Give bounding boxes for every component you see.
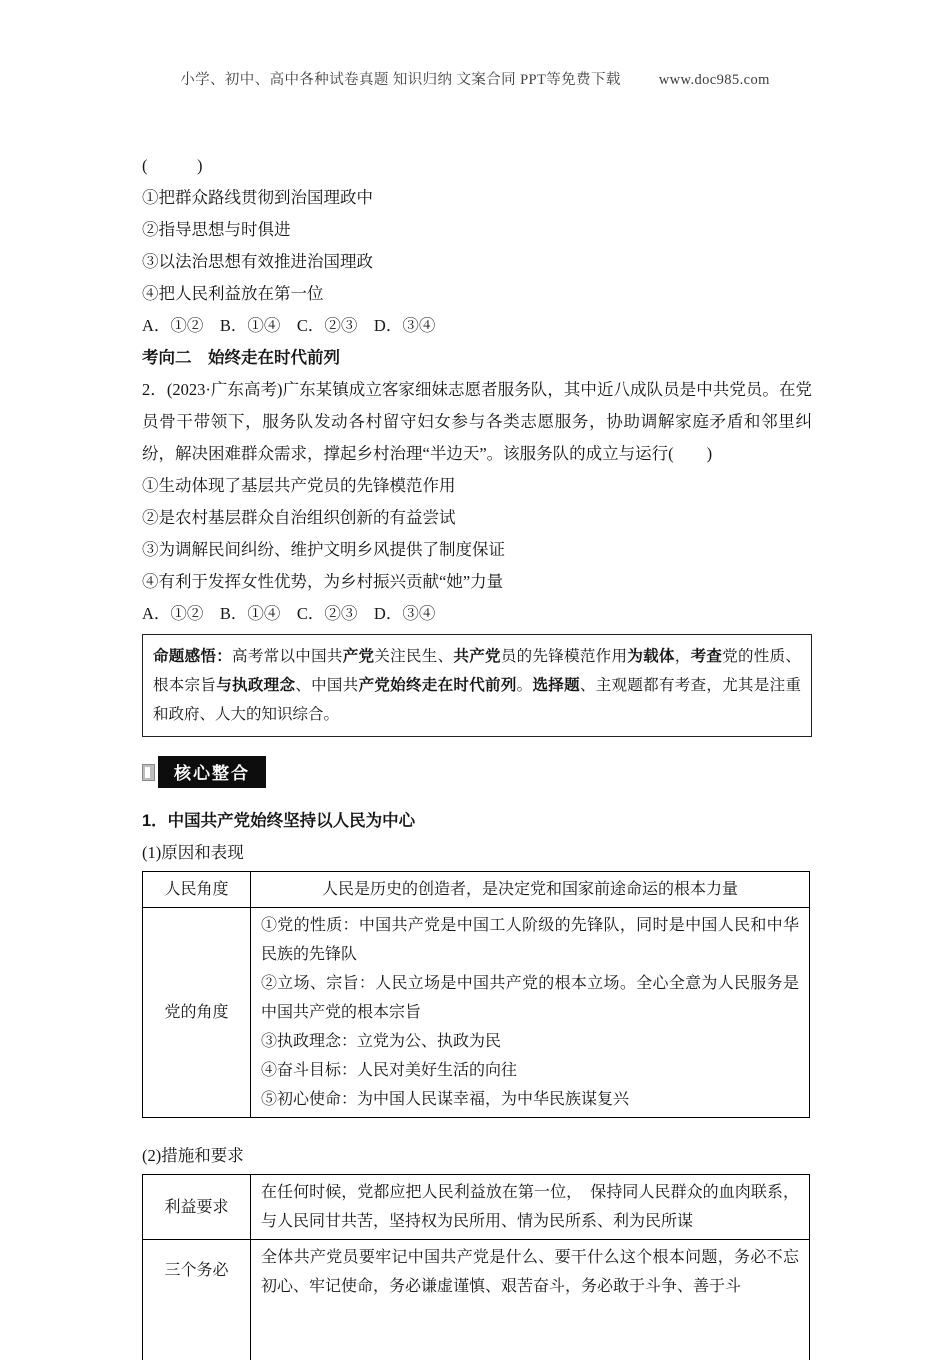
insight-box <box>142 634 812 737</box>
q2-option-3: ③为调解民间纠纷、维护文明乡风提供了制度保证 <box>142 540 505 559</box>
table-content-line: ⑤初心使命：为中国人民谋幸福，为中华民族谋复兴 <box>261 1091 630 1108</box>
section-heading-kaoxiang2: 考向二 始终走在时代前列 <box>142 349 340 367</box>
table-row <box>143 908 810 1118</box>
table-content-line: ②立场、宗旨：人民立场是中国共产党的根本立场。全心全意为人民服务是中国共产党的根本宗旨 <box>261 975 799 1021</box>
q2-stem: 2．(2023·广东高考)广东某镇成立客家细妹志愿者服务队，其中近八成队员是中共党员。在党员骨干带领下，服务队发动各村留守妇女参与各类志愿服务，协助调解家庭矛盾和邻里纠纷，解决困难群众需求，撑起乡村治理“半边天”。该服务队的成立与运行( ) <box>142 380 812 463</box>
table-row-content: 在任何时候，党都应把人民利益放在第一位， 保持同人民群众的血肉联系，与人民同甘共苦，坚持权为民所用、情为民所系、利为民所谋 <box>251 1175 810 1240</box>
table-row-content <box>251 908 810 1118</box>
q1-option-2: ②指导思想与时俱进 <box>142 220 291 239</box>
q2-option-4: ④有利于发挥女性优势，为乡村振兴贡献“她”力量 <box>142 572 504 591</box>
table-row-content: 全体共产党员要牢记中国共产党是什么、要干什么这个根本问题，务必不忘初心、牢记使命，务必谦虚谨慎、艰苦奋斗，务必敢于斗争、善于斗 <box>251 1240 810 1360</box>
core-section-title: 核心整合 <box>158 756 266 788</box>
page-content <box>142 150 812 1360</box>
table-row-label: 党的角度 <box>143 908 251 1118</box>
q1-option-4: ④把人民利益放在第一位 <box>142 284 324 303</box>
site-url: www.doc985.com <box>658 72 770 88</box>
table-row-label: 利益要求 <box>143 1175 251 1240</box>
table-measures <box>142 1174 810 1360</box>
table-content-line: ③执政理念：立党为公、执政为民 <box>261 1033 502 1050</box>
core-section-header <box>142 757 812 787</box>
subheading-reasons: (1)原因和表现 <box>142 843 244 862</box>
insight-text: 命题感悟：高考常以中国共产党关注民生、共产党员的先锋模范作用为载体，考查党的性质、根本宗旨与执政理念、中国共产党始终走在时代前列。选择题、主观题都有考查，尤其是注重和政府、人大的知识综合。 <box>153 648 801 723</box>
header-promo-text: 小学、初中、高中各种试卷真题 知识归纳 文案合同 PPT等免费下载 <box>180 72 621 88</box>
table-content-line: ①党的性质：中国共产党是中国工人阶级的先锋队，同时是中国人民和中华民族的先锋队 <box>261 917 799 963</box>
table-row <box>143 1240 810 1360</box>
q2-option-1: ①生动体现了基层共产党员的先锋模范作用 <box>142 476 456 495</box>
table-row-content: 人民是历史的创造者，是决定党和国家前途命运的根本力量 <box>251 872 810 908</box>
q2-option-2: ②是农村基层群众自治组织创新的有益尝试 <box>142 508 456 527</box>
table-row <box>143 872 810 908</box>
site-header <box>0 68 950 89</box>
q2-answer-choices: A．①② B．①④ C．②③ D．③④ <box>142 604 436 623</box>
table-row-label: 三个务必 <box>143 1240 251 1360</box>
q1-option-3: ③以法治思想有效推进治国理政 <box>142 252 373 271</box>
q1-answer-choices: A．①② B．①④ C．②③ D．③④ <box>142 316 436 335</box>
table-reasons <box>142 871 810 1118</box>
section-marker-icon <box>142 764 155 781</box>
table-row <box>143 1175 810 1240</box>
q1-option-1: ①把群众路线贯彻到治国理政中 <box>142 188 373 207</box>
q1-paren: ( ) <box>142 156 203 175</box>
table-content-line: ④奋斗目标：人民对美好生活的向往 <box>261 1062 518 1079</box>
table-row-label: 人民角度 <box>143 872 251 908</box>
subheading-measures: (2)措施和要求 <box>142 1146 244 1165</box>
topic-1-heading: 1．中国共产党始终坚持以人民为中心 <box>142 812 416 830</box>
